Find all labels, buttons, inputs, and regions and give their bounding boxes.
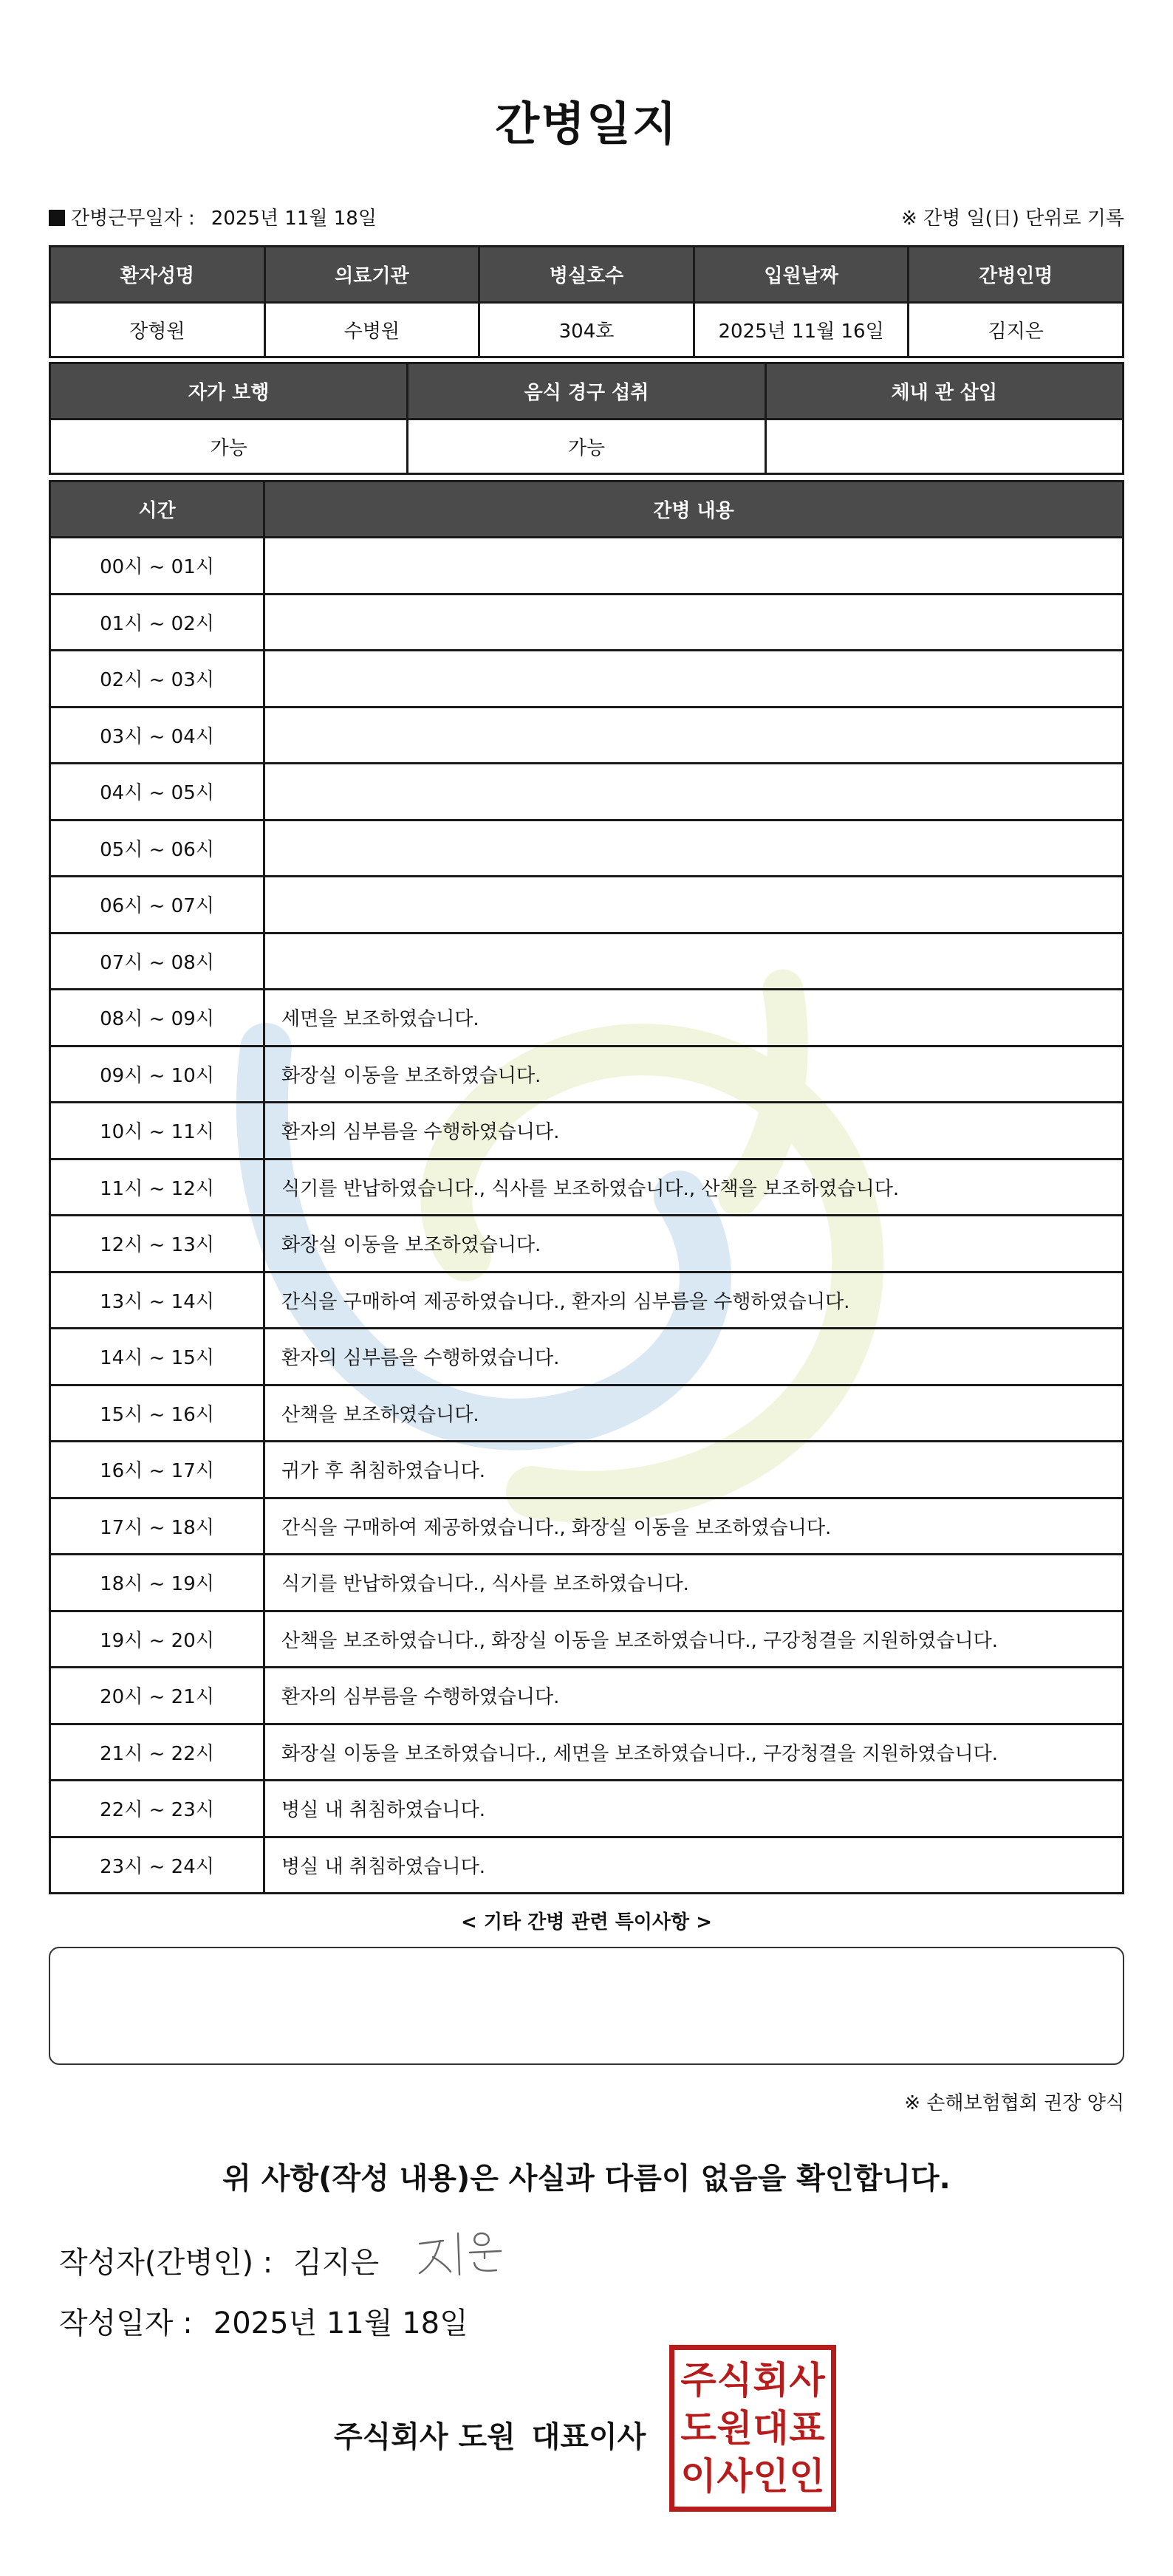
confirmation-statement: 위 사항(작성 내용)은 사실과 다름이 없음을 확인합니다. bbox=[222, 2162, 951, 2196]
log-content-cell bbox=[264, 651, 1124, 708]
log-content-cell: 산책을 보조하였습니다., 화장실 이동을 보조하였습니다., 구강청결을 지원하였습니다. bbox=[264, 1611, 1124, 1668]
bullet-square-icon bbox=[49, 210, 65, 226]
log-content-cell: 간식을 구매하여 제공하였습니다., 환자의 심부름을 수행하였습니다. bbox=[264, 1272, 1124, 1329]
log-row bbox=[50, 1216, 1124, 1272]
log-row bbox=[50, 1555, 1124, 1611]
log-time-cell: 09시 ~ 10시 bbox=[50, 1046, 264, 1103]
log-content-cell: 화장실 이동을 보조하였습니다., 세면을 보조하였습니다., 구강청결을 지원하였습니다. bbox=[264, 1724, 1124, 1781]
written-date-line bbox=[59, 2300, 468, 2342]
log-row bbox=[50, 1272, 1124, 1329]
seal-char: 사 bbox=[717, 2454, 753, 2498]
log-row bbox=[50, 538, 1124, 595]
log-content-cell: 화장실 이동을 보조하였습니다. bbox=[264, 1046, 1124, 1103]
record-note: ※ 간병 일(日) 단위로 기록 bbox=[900, 208, 1124, 230]
caregiver-name: 김지은 bbox=[909, 303, 1124, 357]
admission-date: 2025년 11월 16일 bbox=[694, 303, 909, 357]
log-row bbox=[50, 707, 1124, 764]
log-header-row bbox=[50, 482, 1124, 538]
log-content-cell: 귀가 후 취침하였습니다. bbox=[264, 1442, 1124, 1498]
header-time: 시간 bbox=[50, 482, 264, 538]
patient-header-row bbox=[50, 247, 1124, 303]
company-name: 주식회사 도원 bbox=[334, 2420, 516, 2454]
seal-char: 도 bbox=[680, 2405, 717, 2450]
written-date-value: 2025년 11월 18일 bbox=[213, 2306, 468, 2340]
log-time-cell: 02시 ~ 03시 bbox=[50, 651, 264, 708]
log-content-cell: 세면을 보조하였습니다. bbox=[264, 990, 1124, 1046]
log-time-cell: 14시 ~ 15시 bbox=[50, 1329, 264, 1385]
log-content-cell bbox=[264, 820, 1124, 877]
seal-char: 사 bbox=[789, 2357, 825, 2402]
log-content-cell: 환자의 심부름을 수행하였습니다. bbox=[264, 1329, 1124, 1385]
log-row bbox=[50, 820, 1124, 877]
log-row bbox=[50, 1837, 1124, 1894]
log-row bbox=[50, 1724, 1124, 1781]
log-row bbox=[50, 933, 1124, 990]
writer-label: 작성자(간병인) : bbox=[59, 2246, 273, 2280]
log-content-cell bbox=[264, 594, 1124, 651]
seal-char: 인 bbox=[789, 2454, 825, 2498]
log-row bbox=[50, 594, 1124, 651]
log-time-cell: 20시 ~ 21시 bbox=[50, 1668, 264, 1724]
status-header-row bbox=[50, 363, 1124, 419]
care-log-table bbox=[49, 480, 1124, 1894]
log-row bbox=[50, 1498, 1124, 1555]
header-care-content: 간병 내용 bbox=[264, 482, 1124, 538]
log-content-cell: 간식을 구매하여 제공하였습니다., 화장실 이동을 보조하였습니다. bbox=[264, 1498, 1124, 1555]
patient-info-table bbox=[49, 245, 1124, 358]
header-hospital: 의료기관 bbox=[264, 247, 479, 303]
log-row bbox=[50, 1159, 1124, 1216]
status-value-row bbox=[50, 419, 1124, 474]
log-time-cell: 08시 ~ 09시 bbox=[50, 990, 264, 1046]
form-footnote: ※ 손해보험협회 권장 양식 bbox=[904, 2092, 1124, 2114]
oral-intake-value: 가능 bbox=[408, 419, 765, 474]
log-content-cell bbox=[264, 933, 1124, 990]
log-row bbox=[50, 1442, 1124, 1498]
company-seal-stamp bbox=[669, 2345, 836, 2512]
log-row bbox=[50, 1781, 1124, 1837]
log-rows bbox=[50, 538, 1124, 1894]
log-row bbox=[50, 651, 1124, 708]
log-content-cell: 환자의 심부름을 수행하였습니다. bbox=[264, 1103, 1124, 1159]
seal-char: 원 bbox=[717, 2405, 753, 2450]
written-date-label: 작성일자 : bbox=[59, 2306, 193, 2340]
log-time-cell: 04시 ~ 05시 bbox=[50, 764, 264, 821]
log-content-cell: 식기를 반납하였습니다., 식사를 보조하였습니다. bbox=[264, 1555, 1124, 1611]
log-time-cell: 10시 ~ 11시 bbox=[50, 1103, 264, 1159]
notes-label: < 기타 간병 관련 특이사항 > bbox=[461, 1911, 712, 1933]
log-time-cell: 06시 ~ 07시 bbox=[50, 877, 264, 934]
log-content-cell bbox=[264, 707, 1124, 764]
notes-box bbox=[49, 1947, 1124, 2065]
log-content-cell: 화장실 이동을 보조하였습니다. bbox=[264, 1216, 1124, 1272]
log-row bbox=[50, 877, 1124, 934]
log-row bbox=[50, 1611, 1124, 1668]
log-time-cell: 15시 ~ 16시 bbox=[50, 1385, 264, 1442]
log-time-cell: 19시 ~ 20시 bbox=[50, 1611, 264, 1668]
log-content-cell: 병실 내 취침하였습니다. bbox=[264, 1837, 1124, 1894]
log-time-cell: 12시 ~ 13시 bbox=[50, 1216, 264, 1272]
log-row bbox=[50, 764, 1124, 821]
log-row bbox=[50, 1046, 1124, 1103]
seal-char: 식 bbox=[717, 2357, 753, 2402]
log-time-cell: 16시 ~ 17시 bbox=[50, 1442, 264, 1498]
log-content-cell: 산책을 보조하였습니다. bbox=[264, 1385, 1124, 1442]
writer-line bbox=[59, 2239, 379, 2281]
log-time-cell: 13시 ~ 14시 bbox=[50, 1272, 264, 1329]
log-content-cell: 식기를 반납하였습니다., 식사를 보조하였습니다., 산책을 보조하였습니다. bbox=[264, 1159, 1124, 1216]
seal-char: 이 bbox=[680, 2454, 717, 2498]
tube-insertion-value bbox=[765, 419, 1123, 474]
hospital-name: 수병원 bbox=[264, 303, 479, 357]
log-content-cell bbox=[264, 538, 1124, 595]
log-row bbox=[50, 1668, 1124, 1724]
page-title: 간병일지 bbox=[495, 97, 678, 151]
room-number: 304호 bbox=[479, 303, 694, 357]
log-content-cell: 환자의 심부름을 수행하였습니다. bbox=[264, 1668, 1124, 1724]
company-representative: 대표이사 bbox=[531, 2420, 646, 2454]
log-row bbox=[50, 1103, 1124, 1159]
work-date-label: 간병근무일자 : bbox=[71, 208, 195, 230]
seal-char: 인 bbox=[753, 2454, 789, 2498]
log-time-cell: 07시 ~ 08시 bbox=[50, 933, 264, 990]
log-row bbox=[50, 1385, 1124, 1442]
log-time-cell: 01시 ~ 02시 bbox=[50, 594, 264, 651]
log-time-cell: 23시 ~ 24시 bbox=[50, 1837, 264, 1894]
log-time-cell: 22시 ~ 23시 bbox=[50, 1781, 264, 1837]
log-time-cell: 21시 ~ 22시 bbox=[50, 1724, 264, 1781]
header-oral-intake: 음식 경구 섭취 bbox=[408, 363, 765, 419]
self-walking-value: 가능 bbox=[50, 419, 408, 474]
header-room: 병실호수 bbox=[479, 247, 694, 303]
seal-char: 주 bbox=[680, 2357, 717, 2402]
seal-char: 표 bbox=[789, 2405, 825, 2450]
header-patient-name: 환자성명 bbox=[50, 247, 265, 303]
log-content-cell: 병실 내 취침하였습니다. bbox=[264, 1781, 1124, 1837]
log-time-cell: 17시 ~ 18시 bbox=[50, 1498, 264, 1555]
seal-char: 대 bbox=[753, 2405, 789, 2450]
log-content-cell bbox=[264, 877, 1124, 934]
log-time-cell: 18시 ~ 19시 bbox=[50, 1555, 264, 1611]
seal-char: 회 bbox=[753, 2357, 789, 2402]
patient-value-row bbox=[50, 303, 1124, 357]
header-tube-insertion: 체내 관 삽입 bbox=[765, 363, 1123, 419]
writer-name: 김지은 bbox=[293, 2246, 380, 2280]
header-admission-date: 입원날짜 bbox=[694, 247, 909, 303]
patient-name: 장형원 bbox=[50, 303, 265, 357]
log-content-cell bbox=[264, 764, 1124, 821]
patient-status-table bbox=[49, 362, 1124, 475]
work-date-line bbox=[49, 203, 377, 230]
company-line bbox=[334, 2414, 646, 2456]
log-time-cell: 11시 ~ 12시 bbox=[50, 1159, 264, 1216]
header-self-walking: 자가 보행 bbox=[50, 363, 408, 419]
handwritten-signature bbox=[414, 2223, 524, 2282]
log-time-cell: 00시 ~ 01시 bbox=[50, 538, 264, 595]
log-row bbox=[50, 990, 1124, 1046]
work-date-value: 2025년 11월 18일 bbox=[211, 208, 377, 230]
header-caregiver-name: 간병인명 bbox=[909, 247, 1124, 303]
log-row bbox=[50, 1329, 1124, 1385]
log-time-cell: 03시 ~ 04시 bbox=[50, 707, 264, 764]
log-time-cell: 05시 ~ 06시 bbox=[50, 820, 264, 877]
